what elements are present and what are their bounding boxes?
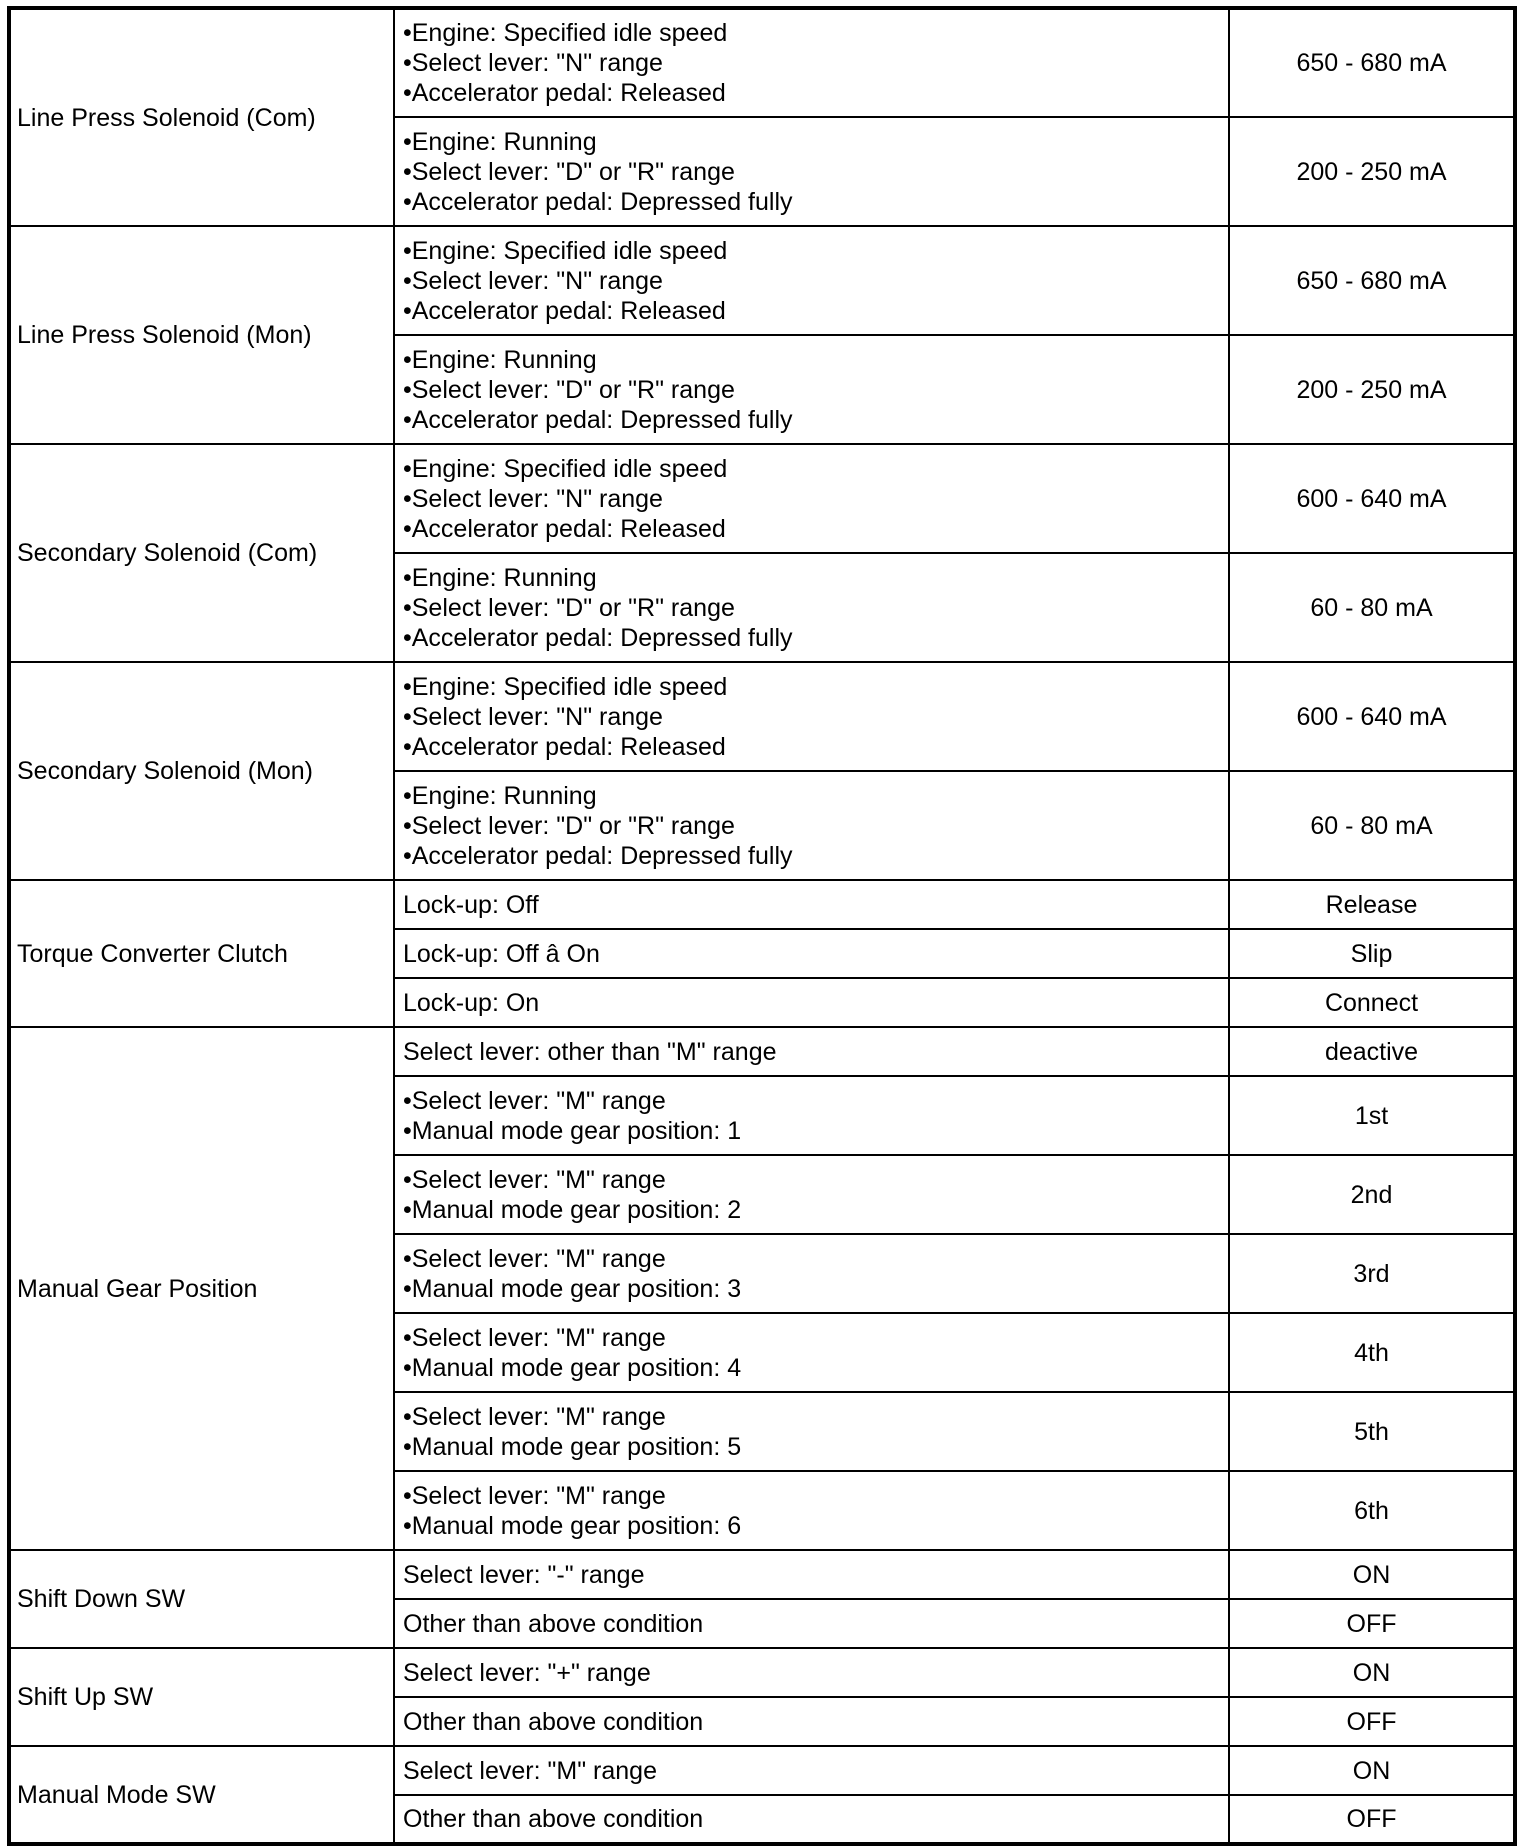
condition-line: •Select lever: "D" or "R" range (403, 811, 735, 840)
item-name-cell: Secondary Solenoid (Mon) (9, 662, 394, 880)
condition-cell (394, 1155, 1229, 1234)
condition-cell (394, 662, 1229, 771)
value-cell: 1st (1229, 1076, 1515, 1155)
condition-line: •Select lever: "M" range (403, 1086, 666, 1115)
value-cell: 600 - 640 mA (1229, 662, 1515, 771)
condition-cell (394, 929, 1229, 978)
condition-cell (394, 1599, 1229, 1648)
condition-cell (394, 1392, 1229, 1471)
condition-line: •Accelerator pedal: Released (403, 79, 726, 107)
condition-cell (394, 1471, 1229, 1550)
condition-cell (394, 1313, 1229, 1392)
item-name-cell: Torque Converter Clutch (9, 880, 394, 1027)
condition-line: •Manual mode gear position: 4 (403, 1353, 742, 1382)
value-cell: 60 - 80 mA (1229, 553, 1515, 662)
spec-table (7, 6, 1517, 1846)
value-cell: 200 - 250 mA (1229, 335, 1515, 444)
condition-cell (394, 1234, 1229, 1313)
condition-line: •Accelerator pedal: Released (403, 296, 726, 325)
condition-line: •Select lever: "N" range (403, 266, 663, 295)
condition-line: •Accelerator pedal: Depressed fully (403, 187, 793, 216)
condition-line: Other than above condition (403, 1707, 704, 1736)
value-cell: deactive (1229, 1027, 1515, 1076)
condition-line: Select lever: "+" range (403, 1658, 651, 1687)
condition-cell (394, 117, 1229, 226)
condition-line: •Manual mode gear position: 6 (403, 1511, 742, 1540)
condition-line: Other than above condition (403, 1609, 704, 1638)
value-cell: 2nd (1229, 1155, 1515, 1234)
value-cell: 5th (1229, 1392, 1515, 1471)
condition-line: •Manual mode gear position: 2 (403, 1195, 742, 1224)
condition-line: •Engine: Specified idle speed (403, 454, 728, 483)
condition-line: •Engine: Specified idle speed (403, 19, 728, 47)
condition-line: •Manual mode gear position: 3 (403, 1274, 742, 1303)
condition-cell (394, 1076, 1229, 1155)
condition-line: Lock-up: Off â On (403, 939, 600, 968)
item-name-cell: Secondary Solenoid (Com) (9, 444, 394, 662)
condition-line: •Accelerator pedal: Released (403, 732, 726, 761)
table-row (9, 880, 1515, 929)
condition-line: •Engine: Running (403, 127, 597, 156)
condition-cell (394, 1746, 1229, 1795)
value-cell: ON (1229, 1648, 1515, 1697)
condition-line: •Select lever: "M" range (403, 1165, 666, 1194)
condition-line: •Select lever: "D" or "R" range (403, 593, 735, 622)
value-cell: Slip (1229, 929, 1515, 978)
condition-cell (394, 1027, 1229, 1076)
condition-cell (394, 1648, 1229, 1697)
item-name-cell: Manual Mode SW (9, 1746, 394, 1844)
condition-line: •Accelerator pedal: Depressed fully (403, 405, 793, 434)
condition-cell (394, 880, 1229, 929)
condition-line: •Select lever: "M" range (403, 1244, 666, 1273)
condition-line: •Engine: Running (403, 563, 597, 592)
condition-cell (394, 335, 1229, 444)
item-name-cell: Line Press Solenoid (Mon) (9, 226, 394, 444)
value-cell: Release (1229, 880, 1515, 929)
value-cell: 60 - 80 mA (1229, 771, 1515, 880)
value-cell: 6th (1229, 1471, 1515, 1550)
condition-line: •Select lever: "M" range (403, 1481, 666, 1510)
value-cell: Connect (1229, 978, 1515, 1027)
item-name-cell: Manual Gear Position (9, 1027, 394, 1550)
value-cell: 4th (1229, 1313, 1515, 1392)
condition-line: •Accelerator pedal: Released (403, 514, 726, 543)
condition-line: •Engine: Specified idle speed (403, 672, 728, 701)
value-cell: 600 - 640 mA (1229, 444, 1515, 553)
table-row (9, 226, 1515, 335)
table-row (9, 662, 1515, 771)
value-cell: OFF (1229, 1599, 1515, 1648)
condition-cell (394, 226, 1229, 335)
condition-cell (394, 978, 1229, 1027)
value-cell: 3rd (1229, 1234, 1515, 1313)
condition-cell (394, 553, 1229, 662)
condition-line: Other than above condition (403, 1805, 704, 1833)
table-row (9, 444, 1515, 553)
table-row (9, 1550, 1515, 1599)
condition-line: •Manual mode gear position: 5 (403, 1432, 742, 1461)
item-name-cell: Shift Down SW (9, 1550, 394, 1648)
item-name-cell: Shift Up SW (9, 1648, 394, 1746)
condition-line: •Accelerator pedal: Depressed fully (403, 623, 793, 652)
condition-cell (394, 1697, 1229, 1746)
condition-line: Lock-up: Off (403, 890, 539, 919)
condition-line: •Manual mode gear position: 1 (403, 1116, 742, 1145)
table-row (9, 8, 1515, 117)
item-name-cell: Line Press Solenoid (Com) (9, 8, 394, 226)
spec-table-body (9, 8, 1515, 1844)
condition-line: •Accelerator pedal: Depressed fully (403, 841, 793, 870)
condition-line: Select lever: "M" range (403, 1756, 657, 1785)
value-cell: 650 - 680 mA (1229, 8, 1515, 117)
table-row (9, 1027, 1515, 1076)
value-cell: 650 - 680 mA (1229, 226, 1515, 335)
value-cell: OFF (1229, 1697, 1515, 1746)
condition-line: •Select lever: "M" range (403, 1402, 666, 1431)
condition-line: •Select lever: "N" range (403, 702, 663, 731)
condition-line: Select lever: other than "M" range (403, 1037, 777, 1066)
condition-cell (394, 1550, 1229, 1599)
table-row (9, 1648, 1515, 1697)
condition-line: •Engine: Specified idle speed (403, 236, 728, 265)
condition-line: Lock-up: On (403, 988, 540, 1017)
value-cell: ON (1229, 1550, 1515, 1599)
condition-line: •Select lever: "D" or "R" range (403, 375, 735, 404)
condition-cell (394, 1795, 1229, 1844)
condition-line: •Select lever: "M" range (403, 1323, 666, 1352)
table-row (9, 1746, 1515, 1795)
condition-line: •Select lever: "D" or "R" range (403, 157, 735, 186)
value-cell: 200 - 250 mA (1229, 117, 1515, 226)
value-cell: ON (1229, 1746, 1515, 1795)
condition-line: •Select lever: "N" range (403, 49, 663, 77)
condition-line: Select lever: "-" range (403, 1560, 645, 1589)
condition-line: •Select lever: "N" range (403, 484, 663, 513)
value-cell: OFF (1229, 1795, 1515, 1844)
condition-cell (394, 444, 1229, 553)
condition-line: •Engine: Running (403, 345, 597, 374)
condition-cell (394, 771, 1229, 880)
condition-line: •Engine: Running (403, 781, 597, 810)
condition-cell (394, 8, 1229, 117)
